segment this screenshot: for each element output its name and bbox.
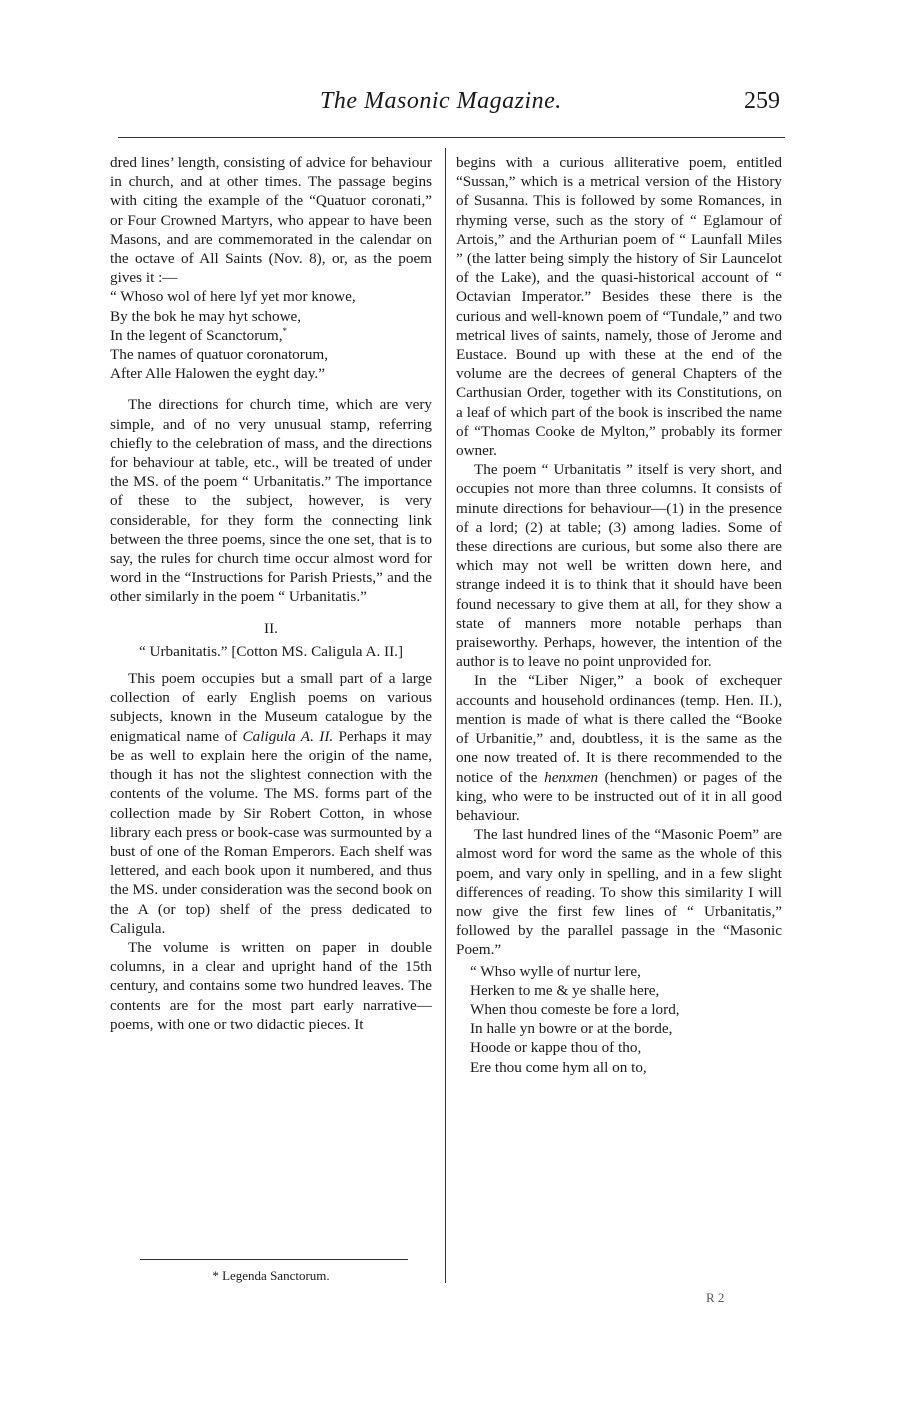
footnote: * Legenda Sanctorum. — [212, 1268, 330, 1283]
left-paragraph-3: This poem occupies but a small part of a large collection of early English poems on various subjects, known in the Museum catalogue by the enigmatical name of Caligula A. II. Perhaps it may be as well to explain here the origin of the name, though it has not the slightest connection with the contents of the volume. The MS. forms part of the collection made by Sir Robert Cotton, in whose library each press or book-case was surmounted by a bust of one of the Roman Emperors. Each shelf was lettered, and each book upon it numbered, and thus the MS. under consideration was the second book on the A (or top) shelf of the press dedicated to Caligula. — [110, 670, 432, 937]
header-rule — [118, 137, 785, 138]
section-title: “ Urbanitatis.” [Cotton MS. Caligula A. II.] — [138, 642, 404, 660]
verse-line: Ere thou come hym all on to, — [470, 1058, 647, 1076]
verse-line: By the bok he may hyt schowe, — [110, 307, 302, 325]
right-column — [456, 153, 782, 1077]
verse-line: The names of quatuor coronatorum, — [110, 346, 329, 364]
verse-line: Hoode or kappe thou of tho, — [470, 1039, 642, 1057]
verse-line: Herken to me & ye shalle here, — [470, 981, 660, 999]
verse-line: In halle yn bowre or at the borde, — [470, 1020, 673, 1038]
footnote-rule — [140, 1259, 408, 1260]
manuscript-name: Caligula A. II. — [242, 727, 334, 745]
verse-line: “ Whoso wol of here lyf yet mor knowe, — [110, 288, 356, 306]
verse-line: After Alle Halowen the eyght day.” — [110, 365, 325, 383]
left-paragraph-2: The directions for church time, which are very simple, and of no very unusual stamp, referring chiefly to the celebration of mass, and the directions for behaviour at table, etc., will be treated of under the MS. of the poem “ Urbanitatis.” The importance of these to the subject, however, is very considerable, for they form the connecting link between the three poems, since the one set, that is to say, the rules for church time occur almost word for word in the “Instructions for Parish Priests,” and the other similarly in the poem “ Urbanitatis.” — [110, 396, 432, 606]
left-paragraph-4: The volume is written on paper in double columns, in a clear and upright hand of the 15th century, and contains some two hundred leaves. The contents are for the most part early narrative—poems, with one or two didactic pieces. It — [110, 938, 432, 1033]
verse-line: In the legent of Scanctorum,* — [110, 325, 287, 344]
running-head — [110, 88, 800, 128]
column-divider — [445, 148, 446, 1283]
left-column — [110, 153, 432, 1034]
verse-line: When thou comeste be fore a lord, — [470, 1000, 680, 1018]
right-paragraph-4: The last hundred lines of the “Masonic Poem” are almost word for word the same as the whole of this poem, and vary only in spelling, and in a few slight differences of reading. To show this similarity I will now give the first few lines of “ Urbanitatis,” followed by the parallel passage in the “Masonic Poem.” — [456, 826, 782, 959]
right-paragraph-1: begins with a curious alliterative poem, entitled “Sussan,” which is a metrical version of the History of Susanna. This is followed by some Romances, in rhyming verse, such as the story of “ Eglamour of Artois,” and the Arthurian poem of “ Launfall Miles ” (the latter being simply the history of Sir Launcelot of the Lake), and the quasi-historical account of “ Octavian Imperator.” Besides these there is the curious and well-known poem of “Tundale,” and two metrical lives of saints, namely, those of Jerome and Eustace. Bound up with these at the end of the volume are the decrees of general Chapters of the Carthusian Order, together with its Constitutions, on a leaf of which part of the book is inscribed the name of “Thomas Cooke de Mylton,” probably its former owner. — [456, 154, 782, 460]
signature-mark: R 2 — [706, 1290, 725, 1305]
verse-line: “ Whso wylle of nurtur lere, — [470, 962, 641, 980]
running-title: The Masonic Magazine. — [320, 88, 562, 114]
page-number: 259 — [744, 88, 780, 114]
henxmen-term: henxmen — [544, 768, 599, 786]
right-paragraph-3: In the “Liber Niger,” a book of exchequer accounts and household ordinances (temp. Hen. II.), mention is made of what is there called the “Booke of Urbanitie,” and, doubtless, it is the same as the one now treated of. It is there recommended to the notice of the henxmen (henchmen) or pages of the king, who were to be instructed out of it in all good behaviour. — [456, 672, 782, 824]
right-paragraph-2: The poem “ Urbanitatis ” itself is very short, and occupies not more than three columns. It consists of minute directions for behaviour—(1) in the presence of a lord; (2) at table; (3) among ladies. Some of these directions are curious, but some also there are which may not well be written down here, and strange indeed it is to think that it should have been found necessary to give them at all, for they show a state of manners more notable perhaps than praiseworthy. Perhaps, however, the intention of the author is to leave no point unprovided for. — [456, 461, 782, 671]
left-paragraph-1: dred lines’ length, consisting of advice for behaviour in church, and at other times. The passage begins with citing the example of the “Quatuor coronati,” or Four Crowned Martyrs, who appear to have been Masons, and are commemorated in the calendar on the octave of All Saints (Nov. 8), or, as the poem gives it :— — [110, 154, 432, 287]
footnote-marker: * — [282, 325, 287, 336]
right-verse — [456, 962, 782, 1077]
section-numeral: II. — [264, 619, 278, 637]
left-verse — [110, 287, 432, 383]
